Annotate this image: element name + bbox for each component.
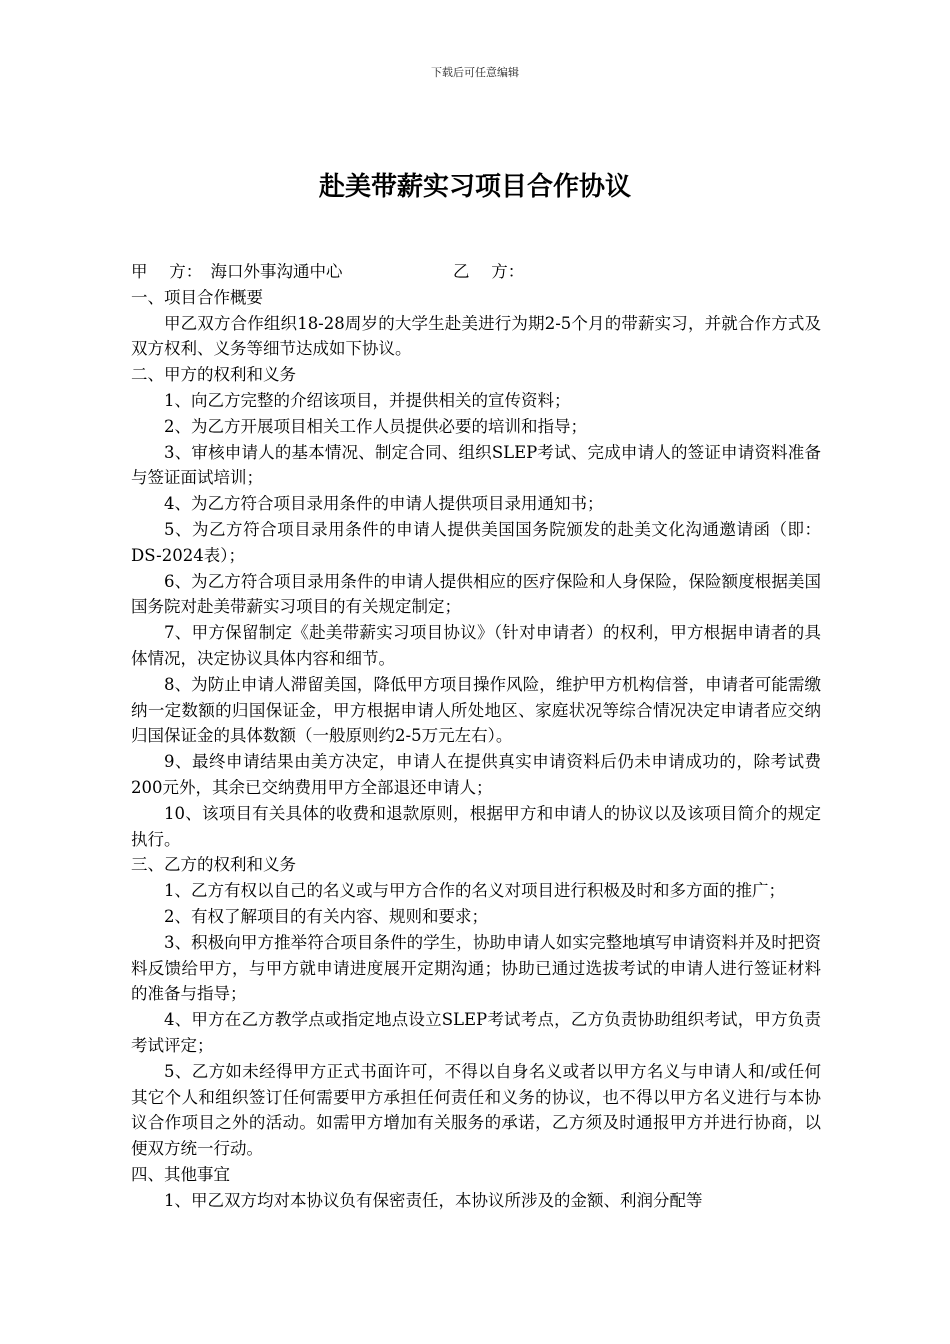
paragraph: 4、为乙方符合项目录用条件的申请人提供项目录用通知书； xyxy=(164,494,604,514)
paragraph: 8、为防止申请人滞留美国，降低甲方项目操作风险，维护甲方机构信誉，申请者可能需缴纳一定数额的归国保证金，甲方根据申请人所处地区、家庭状况等综合情况决定申请者应交纳归国保证金的具体数额（一般原则约2-5万元左右）。 xyxy=(131,674,821,746)
paragraph: 4、甲方在乙方教学点或指定地点设立SLEP考试考点，乙方负责协助组织考试，甲方负责考试评定； xyxy=(131,1010,821,1055)
paragraph: 9、最终申请结果由美方决定，申请人在提供真实申请资料后仍未申请成功的，除考试费200元外，其余已交纳费用甲方全部退还申请人； xyxy=(131,752,821,797)
paragraph: 2、有权了解项目的有关内容、规则和要求； xyxy=(164,906,488,926)
document-title: 赴美带薪实习项目合作协议 xyxy=(318,172,631,202)
paragraph: 6、为乙方符合项目录用条件的申请人提供相应的医疗保险和人身保险，保险额度根据美国国务院对赴美带薪实习项目的有关规定制定； xyxy=(131,571,821,617)
paragraph: 1、乙方有权以自己的名义或与甲方合作的名义对项目进行积极及时和多方面的推广； xyxy=(164,881,785,901)
party-a: 甲 方： 海口外事沟通中心 xyxy=(131,262,343,281)
paragraph: 1、向乙方完整的介绍该项目，并提供相关的宣传资料； xyxy=(164,390,571,410)
header-note: 下载后可任意编辑 xyxy=(431,66,519,79)
paragraph: 5、乙方如未经得甲方正式书面许可，不得以自身名义或者以甲方名义与申请人和/或任何其它个人和组织签订任何需要甲方承担任何责任和义务的协议，也不得以甲方名义进行与本协议合作项目之外的活动。如需甲方增加有关服务的承诺，乙方须及时通报甲方并进行协商，以便双方统一行动。 xyxy=(131,1061,821,1159)
party-b: 乙 方： xyxy=(453,262,525,281)
section-heading: 一、项目合作概要 xyxy=(131,287,263,307)
paragraph: 3、审核申请人的基本情况、制定合同、组织SLEP考试、完成申请人的签证申请资料准备与签证面试培训； xyxy=(131,442,821,488)
section-heading: 二、甲方的权利和义务 xyxy=(131,365,296,385)
parties-line xyxy=(131,259,821,285)
document-body xyxy=(131,259,821,1213)
section-heading: 三、乙方的权利和义务 xyxy=(131,855,296,875)
paragraph: 2、为乙方开展项目相关工作人员提供必要的培训和指导； xyxy=(164,416,587,436)
paragraph: 1、甲乙双方均对本协议负有保密责任，本协议所涉及的金额、利润分配等 xyxy=(164,1190,703,1210)
paragraph: 10、该项目有关具体的收费和退款原则，根据甲方和申请人的协议以及该项目简介的规定执行。 xyxy=(131,803,821,849)
paragraph: 甲乙双方合作组织18-28周岁的大学生赴美进行为期2-5个月的带薪实习，并就合作方式及双方权利、义务等细节达成如下协议。 xyxy=(131,313,821,359)
section-heading: 四、其他事宜 xyxy=(131,1164,230,1184)
paragraph: 5、为乙方符合项目录用条件的申请人提供美国国务院颁发的赴美文化沟通邀请函（即：DS-2024表）； xyxy=(131,519,821,565)
paragraph: 7、甲方保留制定《赴美带薪实习项目协议》（针对申请者）的权利，甲方根据申请者的具体情况，决定协议具体内容和细节。 xyxy=(131,623,821,668)
paragraph: 3、积极向甲方推举符合项目条件的学生，协助申请人如实完整地填写申请资料并及时把资料反馈给甲方，与甲方就申请进度展开定期沟通；协助已通过选拔考试的申请人进行签证材料的准备与指导； xyxy=(131,932,821,1004)
